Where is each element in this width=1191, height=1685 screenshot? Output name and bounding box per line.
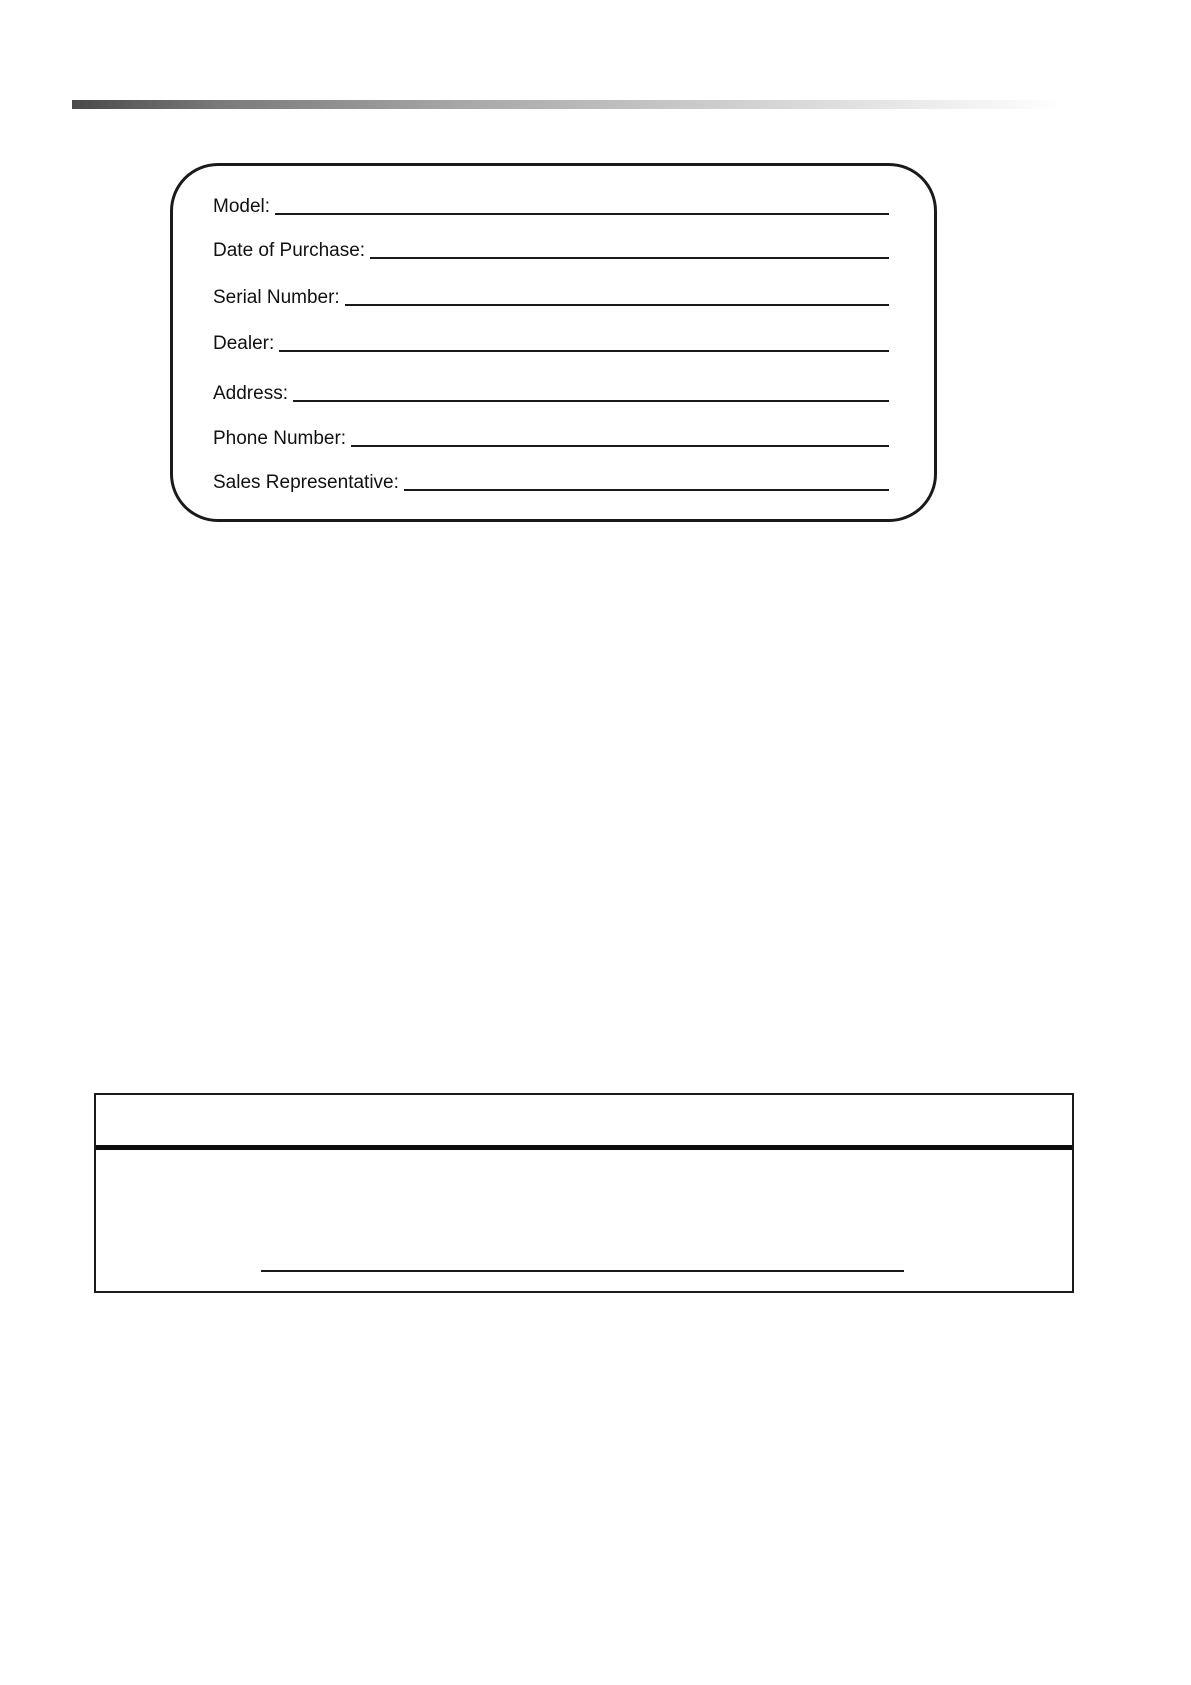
header-gradient-rule xyxy=(72,100,1062,109)
serial-number-blank-line[interactable] xyxy=(345,304,889,306)
dealer-label: Dealer: xyxy=(213,333,275,354)
model-blank-line[interactable] xyxy=(275,213,889,215)
date-of-purchase-blank-line[interactable] xyxy=(370,257,889,259)
notice-box xyxy=(94,1093,1074,1293)
dealer-field[interactable] xyxy=(213,327,889,355)
dealer-blank-line[interactable] xyxy=(279,350,889,352)
sales-representative-label: Sales Representative: xyxy=(213,472,399,493)
notice-blank-line[interactable] xyxy=(261,1270,904,1272)
address-blank-line[interactable] xyxy=(293,400,889,402)
notice-heading-rule xyxy=(96,1145,1072,1150)
date-of-purchase-field[interactable] xyxy=(213,234,889,262)
serial-number-label: Serial Number: xyxy=(213,287,340,308)
address-field[interactable] xyxy=(213,377,889,405)
serial-number-field[interactable] xyxy=(213,281,889,309)
sales-representative-field[interactable] xyxy=(213,466,889,494)
phone-number-blank-line[interactable] xyxy=(351,445,889,447)
purchase-record-card xyxy=(170,163,937,522)
address-label: Address: xyxy=(213,383,288,404)
model-label: Model: xyxy=(213,196,271,217)
phone-number-field[interactable] xyxy=(213,422,889,450)
sales-representative-blank-line[interactable] xyxy=(404,489,889,491)
phone-number-label: Phone Number: xyxy=(213,428,347,449)
date-of-purchase-label: Date of Purchase: xyxy=(213,240,366,261)
model-field[interactable] xyxy=(213,190,889,218)
